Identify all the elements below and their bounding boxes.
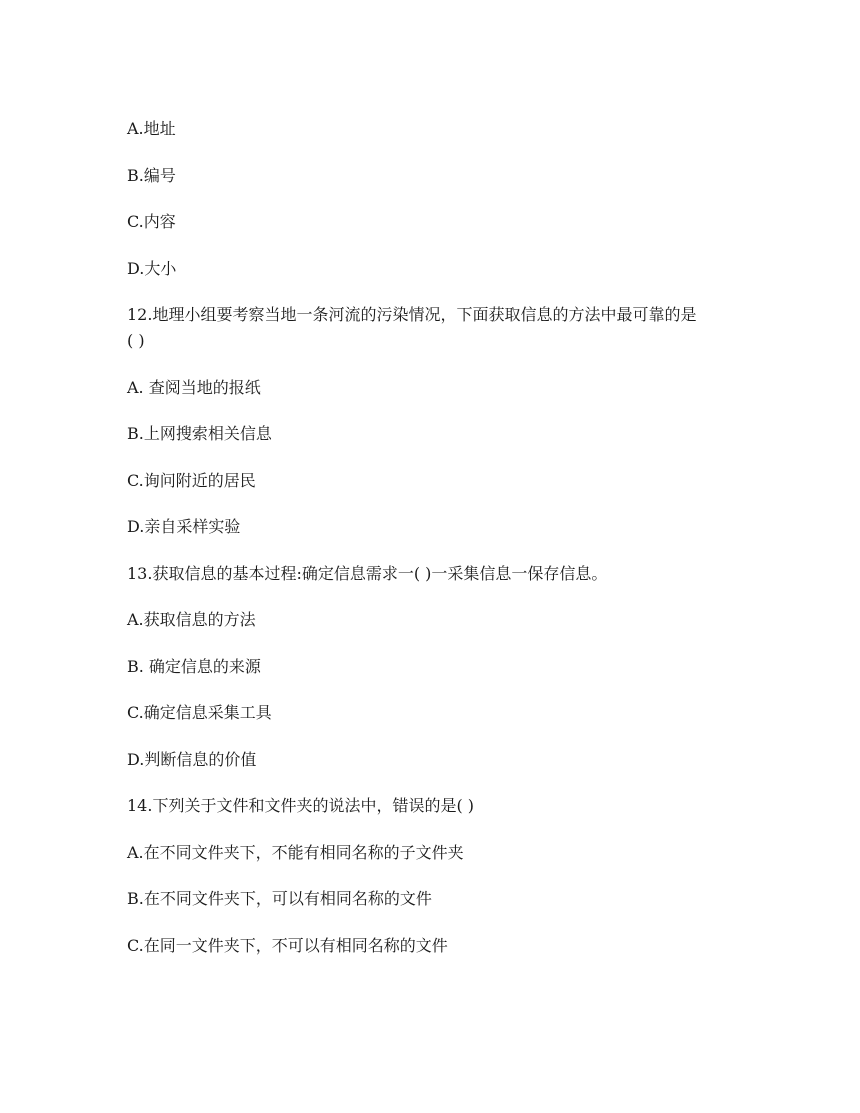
question-13 xyxy=(127,561,737,587)
option-13-a: A.获取信息的方法 xyxy=(127,610,256,629)
question-12-line-1: 12.地理小组要考察当地一条河流的污染情况，下面获取信息的方法中最可靠的是 xyxy=(127,305,697,324)
question-14-line-1: 14.下列关于文件和文件夹的说法中，错误的是( ) xyxy=(127,796,475,815)
option-11-d: D.大小 xyxy=(127,258,177,278)
option-13-c: C.确定信息采集工具 xyxy=(127,703,272,722)
option-14-a: A.在不同文件夹下，不能有相同名称的子文件夹 xyxy=(127,842,464,862)
option-14-b: B.在不同文件夹下，可以有相同名称的文件 xyxy=(127,889,432,908)
question-12-line-2: ( ) xyxy=(127,331,145,350)
option-13-b: B. 确定信息的来源 xyxy=(127,656,261,676)
option-14-c: C.在同一文件夹下，不可以有相同名称的文件 xyxy=(127,935,448,955)
document-content xyxy=(127,116,737,979)
option-12-b: B.上网搜索相关信息 xyxy=(127,424,272,443)
option-13-d: D.判断信息的价值 xyxy=(127,749,257,769)
option-11-b: B.编号 xyxy=(127,165,176,185)
question-13-line-1: 13.获取信息的基本过程:确定信息需求一( )一采集信息一保存信息。 xyxy=(127,563,608,583)
question-12 xyxy=(127,302,737,354)
option-11-c: C.内容 xyxy=(127,212,176,231)
option-12-a: A. 查阅当地的报纸 xyxy=(127,377,261,397)
option-12-c: C.询问附近的居民 xyxy=(127,470,256,490)
question-14 xyxy=(127,793,737,819)
option-11-a: A.地址 xyxy=(127,119,176,138)
option-12-d: D.亲自采样实验 xyxy=(127,517,241,536)
